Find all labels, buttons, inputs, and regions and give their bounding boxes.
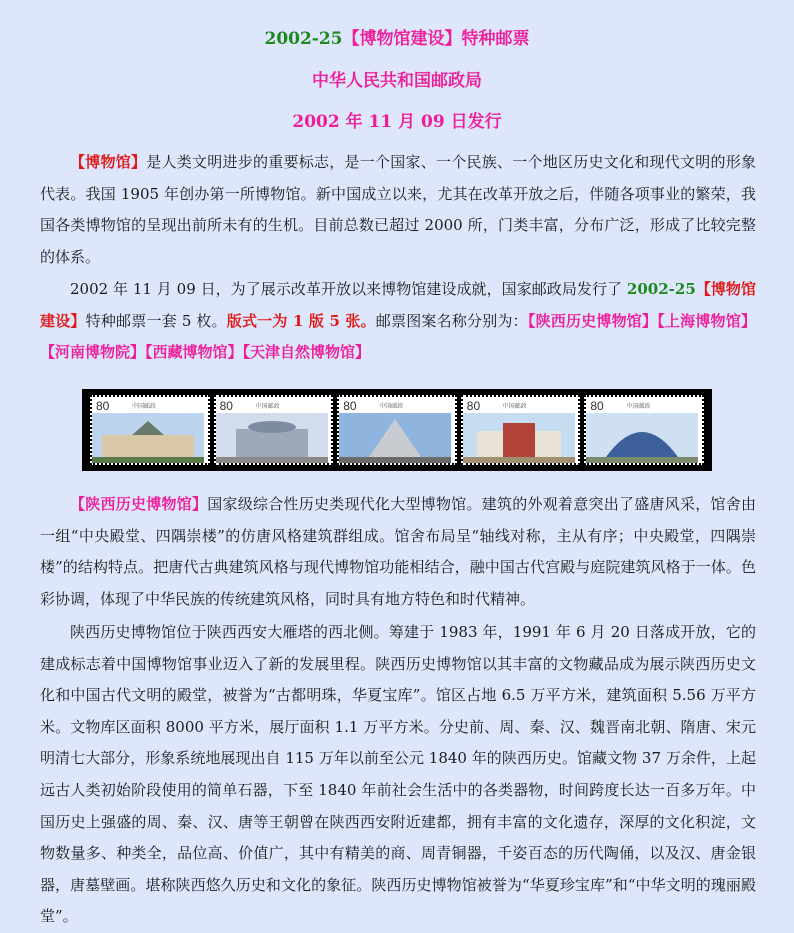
issue-paragraph — [40, 274, 756, 369]
stamp-value: 80 — [219, 399, 233, 413]
stamp-country: 中国邮政 — [502, 404, 527, 410]
stamp-country: 中国邮政 — [626, 404, 651, 410]
museum-image-icon — [216, 413, 328, 463]
page-title — [0, 24, 794, 49]
shaanxi-history-paragraph: 陕西历史博物馆位于陕西西安大雁塔的西北侧。筹建于 1983 年，1991 年 6 月 20 日落成开放，它的建成标志着中国博物馆事业迈入了新的发展里程。陕西历史博物馆以其丰富的文物藏品成为展示陕西历史文化和中国古代文明的殿堂，被誉为“古都明珠，华夏宝库”。馆区占地 6.5 万平方米，建筑面积 5.56 万平方米。文物库区面积 8000 平方米，展厅面积 1.1 万平方米。分史前、周、秦、汉、魏晋南北朝、隋唐、宋元明清七大部分，形象系统地展现出自 115 万年以前至公元 1840 年的陕西历史。馆藏文物 37 万余件，上起远古人类初始阶段使用的简单石器，下至 1840 年前社会生活中的各类器物，时间跨度长达一百多万年。中国历史上强盛的周、秦、汉、唐等王朝曾在陕西西安附近建都，拥有丰富的文化遗存，深厚的文化积淀，文物数量多、种类全，品位高、价值广，其中有精美的商、周青铜器，千姿百态的历代陶俑，以及汉、唐金银器，唐墓壁画。堪称陕西悠久历史和文化的象征。陕西历史博物馆被誉为“华夏珍宝库”和“中华文明的瑰丽殿堂”。 — [40, 623, 756, 926]
stamp-3 — [337, 395, 457, 465]
issue-text-b: 特种邮票一套 5 枚。 — [85, 311, 227, 330]
stamp-country: 中国邮政 — [255, 404, 280, 410]
intro-text: 是人类文明进步的重要标志，是一个国家、一个民族、一个地区历史文化和现代文明的形象代表。我国 1905 年创办第一所博物馆。新中国成立以来，尤其在改革开放之后，伴随各项事业的繁荣，我国各类博物馆的呈现出前所未有的生机。目前总数已超过 2000 所，门类丰富，分布广泛，形成了比较完整的体系。 — [40, 153, 756, 266]
stamp-1 — [90, 395, 210, 465]
intro-label: 【博物馆】 — [70, 153, 147, 171]
issue-code: 2002-25 — [264, 29, 343, 49]
stamp-5 — [584, 395, 704, 465]
intro-paragraph — [40, 147, 756, 273]
museum-image-icon — [339, 413, 451, 463]
stamp-value: 80 — [466, 399, 481, 413]
stamp-names: 【陕西历史博物馆】【上海博物馆】【河南博物院】【西藏博物馆】【天津自然博物馆】 — [40, 311, 756, 362]
stamp-country: 中国邮政 — [379, 404, 404, 410]
issue-format: 版式一为 1 版 5 张。 — [226, 311, 376, 330]
stamp-2 — [214, 395, 334, 465]
museum-image-icon — [586, 413, 698, 463]
shaanxi-label: 【陕西历史博物馆】 — [70, 495, 208, 513]
shaanxi-paragraph — [40, 489, 756, 615]
stamp-strip — [82, 389, 712, 471]
stamp-value: 80 — [343, 399, 357, 413]
shaanxi-text: 国家级综合性历史类现代化大型博物馆。建筑的外观着意突出了盛唐风采，馆舍由一组“中央殿堂、四隅崇楼”的仿唐风格建筑群组成。馆舍布局呈“轴线对称，主从有序；中央殿堂，四隅崇楼”的结构特点。把唐代古典建筑风格与现代博物馆功能相结合，融中国古代宫殿与庭院建筑风格于一体。色彩协调，体现了中华民族的传统建筑风格，同时具有地方特色和时代精神。 — [40, 495, 756, 608]
issue-text-c: 邮票图案名称分别为： — [375, 311, 528, 330]
issue-title: 【博物馆建设】特种邮票 — [342, 29, 530, 49]
issuer: 中华人民共和国邮政局 — [312, 71, 482, 91]
stamp-value: 80 — [96, 399, 110, 413]
issue-code-inline: 2002-25 — [626, 280, 696, 298]
stamp-4 — [461, 395, 581, 465]
stamp-value: 80 — [590, 399, 604, 413]
museum-image-icon — [463, 413, 575, 463]
issue-text-a: 2002 年 11 月 09 日，为了展示改革开放以来博物馆建设成就，国家邮政局发行了 — [70, 280, 627, 298]
issue-date: 2002 年 11 月 09 日发行 — [292, 112, 502, 132]
stamp-country: 中国邮政 — [132, 404, 157, 410]
issue-title-inline: 【博物馆建设】 — [40, 280, 756, 330]
museum-image-icon — [92, 413, 204, 463]
